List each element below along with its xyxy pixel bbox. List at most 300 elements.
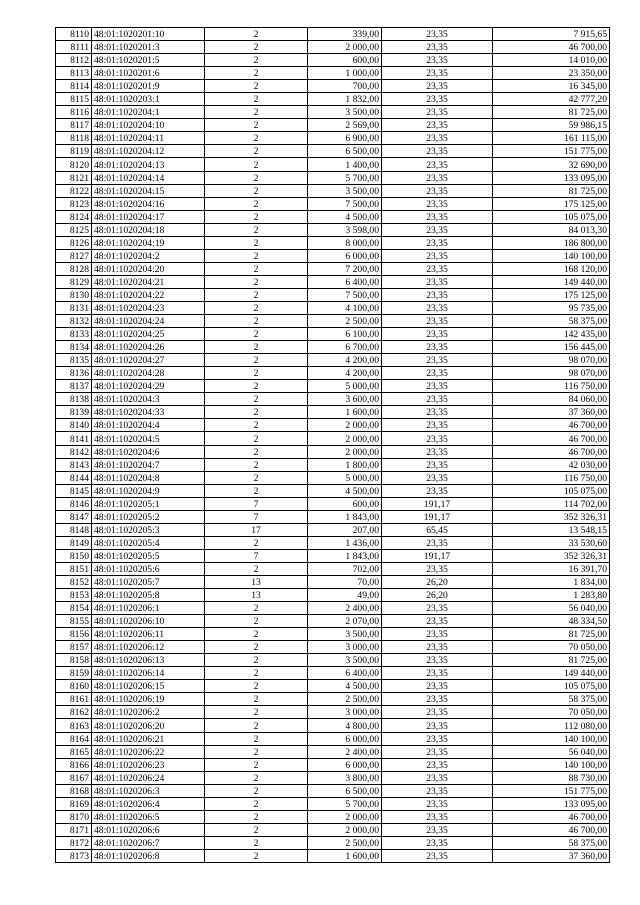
cadastral-number-cell: 48:01:1020205:4 xyxy=(92,536,205,549)
cadastral-value-cell: 161 115,00 xyxy=(493,132,610,145)
specific-value-cell: 23,35 xyxy=(382,758,493,771)
category-code-cell: 2 xyxy=(205,745,308,758)
row-number-cell: 8136 xyxy=(56,367,92,380)
table-row xyxy=(56,458,610,471)
specific-value-cell: 23,35 xyxy=(382,719,493,732)
cadastral-number-cell: 48:01:1020204:9 xyxy=(92,484,205,497)
area-cell: 3 500,00 xyxy=(308,106,382,119)
cadastral-value-cell: 46 700,00 xyxy=(493,810,610,823)
table-row xyxy=(56,745,610,758)
table-row xyxy=(56,249,610,262)
cadastral-value-cell: 81 725,00 xyxy=(493,628,610,641)
specific-value-cell: 23,35 xyxy=(382,145,493,158)
cadastral-value-cell: 175 125,00 xyxy=(493,288,610,301)
specific-value-cell: 23,35 xyxy=(382,236,493,249)
area-cell: 3 000,00 xyxy=(308,641,382,654)
cadastral-number-cell: 48:01:1020206:2 xyxy=(92,706,205,719)
table-row xyxy=(56,197,610,210)
cadastral-number-cell: 48:01:1020206:20 xyxy=(92,719,205,732)
area-cell: 2 000,00 xyxy=(308,823,382,836)
category-code-cell: 2 xyxy=(205,315,308,328)
cadastral-value-cell: 88 730,00 xyxy=(493,771,610,784)
cadastral-number-cell: 48:01:1020204:13 xyxy=(92,158,205,171)
cadastral-number-cell: 48:01:1020205:5 xyxy=(92,549,205,562)
category-code-cell: 2 xyxy=(205,354,308,367)
table-row xyxy=(56,628,610,641)
table-row xyxy=(56,80,610,93)
area-cell: 7 500,00 xyxy=(308,288,382,301)
row-number-cell: 8172 xyxy=(56,836,92,849)
specific-value-cell: 23,35 xyxy=(382,223,493,236)
area-cell: 2 000,00 xyxy=(308,810,382,823)
cadastral-number-cell: 48:01:1020206:3 xyxy=(92,784,205,797)
cadastral-number-cell: 48:01:1020204:18 xyxy=(92,223,205,236)
specific-value-cell: 23,35 xyxy=(382,797,493,810)
cadastral-value-cell: 133 095,00 xyxy=(493,171,610,184)
table-row xyxy=(56,497,610,510)
specific-value-cell: 23,35 xyxy=(382,654,493,667)
category-code-cell: 2 xyxy=(205,484,308,497)
cadastral-number-cell: 48:01:1020204:4 xyxy=(92,419,205,432)
table-row xyxy=(56,536,610,549)
table-row xyxy=(56,93,610,106)
row-number-cell: 8133 xyxy=(56,328,92,341)
category-code-cell: 7 xyxy=(205,497,308,510)
table-row xyxy=(56,641,610,654)
row-number-cell: 8111 xyxy=(56,41,92,54)
category-code-cell: 2 xyxy=(205,419,308,432)
table-row xyxy=(56,693,610,706)
cadastral-value-cell: 46 700,00 xyxy=(493,823,610,836)
category-code-cell: 2 xyxy=(205,641,308,654)
category-code-cell: 2 xyxy=(205,223,308,236)
specific-value-cell: 23,35 xyxy=(382,836,493,849)
category-code-cell: 17 xyxy=(205,523,308,536)
row-number-cell: 8138 xyxy=(56,393,92,406)
cadastral-number-cell: 48:01:1020204:5 xyxy=(92,432,205,445)
category-code-cell: 2 xyxy=(205,301,308,314)
category-code-cell: 2 xyxy=(205,80,308,93)
row-number-cell: 8127 xyxy=(56,249,92,262)
category-code-cell: 2 xyxy=(205,849,308,862)
table-row xyxy=(56,354,610,367)
cadastral-value-cell: 116 750,00 xyxy=(493,471,610,484)
table-row xyxy=(56,484,610,497)
cadastral-value-cell: 142 435,00 xyxy=(493,328,610,341)
table-row xyxy=(56,171,610,184)
row-number-cell: 8135 xyxy=(56,354,92,367)
row-number-cell: 8116 xyxy=(56,106,92,119)
specific-value-cell: 26,20 xyxy=(382,589,493,602)
table-body xyxy=(56,28,610,863)
table-row xyxy=(56,797,610,810)
row-number-cell: 8165 xyxy=(56,745,92,758)
cadastral-number-cell: 48:01:1020206:21 xyxy=(92,732,205,745)
category-code-cell: 2 xyxy=(205,380,308,393)
cadastral-value-cell: 98 070,00 xyxy=(493,367,610,380)
table-row xyxy=(56,223,610,236)
category-code-cell: 2 xyxy=(205,562,308,575)
area-cell: 2 000,00 xyxy=(308,432,382,445)
table-row xyxy=(56,328,610,341)
row-number-cell: 8112 xyxy=(56,54,92,67)
area-cell: 7 500,00 xyxy=(308,197,382,210)
table-row xyxy=(56,810,610,823)
category-code-cell: 2 xyxy=(205,654,308,667)
cadastral-number-cell: 48:01:1020206:1 xyxy=(92,602,205,615)
table-row xyxy=(56,836,610,849)
area-cell: 2 000,00 xyxy=(308,419,382,432)
table-row xyxy=(56,288,610,301)
row-number-cell: 8113 xyxy=(56,67,92,80)
row-number-cell: 8132 xyxy=(56,315,92,328)
table-row xyxy=(56,706,610,719)
row-number-cell: 8120 xyxy=(56,158,92,171)
table-row xyxy=(56,380,610,393)
category-code-cell: 2 xyxy=(205,667,308,680)
cadastral-number-cell: 48:01:1020204:17 xyxy=(92,210,205,223)
specific-value-cell: 23,35 xyxy=(382,158,493,171)
row-number-cell: 8142 xyxy=(56,445,92,458)
area-cell: 4 200,00 xyxy=(308,367,382,380)
cadastral-value-cell: 58 375,00 xyxy=(493,693,610,706)
category-code-cell: 2 xyxy=(205,106,308,119)
table-row xyxy=(56,28,610,41)
cadastral-value-cell: 81 725,00 xyxy=(493,106,610,119)
row-number-cell: 8119 xyxy=(56,145,92,158)
table-row xyxy=(56,54,610,67)
table-row xyxy=(56,341,610,354)
cadastral-number-cell: 48:01:1020204:15 xyxy=(92,184,205,197)
area-cell: 1 600,00 xyxy=(308,406,382,419)
category-code-cell: 2 xyxy=(205,197,308,210)
category-code-cell: 2 xyxy=(205,693,308,706)
table-row xyxy=(56,549,610,562)
specific-value-cell: 23,35 xyxy=(382,771,493,784)
table-row xyxy=(56,589,610,602)
category-code-cell: 2 xyxy=(205,93,308,106)
cadastral-number-cell: 48:01:1020204:33 xyxy=(92,406,205,419)
specific-value-cell: 23,35 xyxy=(382,80,493,93)
specific-value-cell: 23,35 xyxy=(382,458,493,471)
category-code-cell: 2 xyxy=(205,602,308,615)
row-number-cell: 8134 xyxy=(56,341,92,354)
cadastral-number-cell: 48:01:1020204:2 xyxy=(92,249,205,262)
cadastral-number-cell: 48:01:1020206:24 xyxy=(92,771,205,784)
document-page xyxy=(55,27,609,863)
table-row xyxy=(56,301,610,314)
table-row xyxy=(56,106,610,119)
specific-value-cell: 23,35 xyxy=(382,367,493,380)
cadastral-value-cell: 23 350,00 xyxy=(493,67,610,80)
cadastral-number-cell: 48:01:1020204:23 xyxy=(92,301,205,314)
table-row xyxy=(56,523,610,536)
area-cell: 3 600,00 xyxy=(308,393,382,406)
cadastral-value-cell: 58 375,00 xyxy=(493,836,610,849)
row-number-cell: 8131 xyxy=(56,301,92,314)
specific-value-cell: 23,35 xyxy=(382,262,493,275)
area-cell: 6 000,00 xyxy=(308,249,382,262)
cadastral-value-table xyxy=(55,27,610,863)
row-number-cell: 8130 xyxy=(56,288,92,301)
specific-value-cell: 23,35 xyxy=(382,288,493,301)
row-number-cell: 8143 xyxy=(56,458,92,471)
specific-value-cell: 23,35 xyxy=(382,484,493,497)
cadastral-number-cell: 48:01:1020203:1 xyxy=(92,93,205,106)
row-number-cell: 8110 xyxy=(56,28,92,41)
cadastral-number-cell: 48:01:1020206:23 xyxy=(92,758,205,771)
table-row xyxy=(56,275,610,288)
category-code-cell: 2 xyxy=(205,275,308,288)
cadastral-number-cell: 48:01:1020204:21 xyxy=(92,275,205,288)
area-cell: 4 800,00 xyxy=(308,719,382,732)
cadastral-value-cell: 1 834,00 xyxy=(493,575,610,588)
specific-value-cell: 23,35 xyxy=(382,693,493,706)
table-row xyxy=(56,823,610,836)
row-number-cell: 8154 xyxy=(56,602,92,615)
specific-value-cell: 23,35 xyxy=(382,328,493,341)
category-code-cell: 2 xyxy=(205,836,308,849)
row-number-cell: 8151 xyxy=(56,562,92,575)
cadastral-value-cell: 1 283,80 xyxy=(493,589,610,602)
row-number-cell: 8162 xyxy=(56,706,92,719)
category-code-cell: 2 xyxy=(205,615,308,628)
table-row xyxy=(56,262,610,275)
specific-value-cell: 23,35 xyxy=(382,784,493,797)
cadastral-value-cell: 16 391,70 xyxy=(493,562,610,575)
cadastral-number-cell: 48:01:1020204:22 xyxy=(92,288,205,301)
cadastral-number-cell: 48:01:1020201:10 xyxy=(92,28,205,41)
row-number-cell: 8170 xyxy=(56,810,92,823)
cadastral-number-cell: 48:01:1020205:6 xyxy=(92,562,205,575)
specific-value-cell: 191,17 xyxy=(382,510,493,523)
area-cell: 3 500,00 xyxy=(308,628,382,641)
area-cell: 2 000,00 xyxy=(308,445,382,458)
cadastral-number-cell: 48:01:1020204:25 xyxy=(92,328,205,341)
specific-value-cell: 23,35 xyxy=(382,810,493,823)
row-number-cell: 8153 xyxy=(56,589,92,602)
specific-value-cell: 23,35 xyxy=(382,41,493,54)
cadastral-value-cell: 84 060,00 xyxy=(493,393,610,406)
cadastral-number-cell: 48:01:1020206:19 xyxy=(92,693,205,706)
table-row xyxy=(56,445,610,458)
specific-value-cell: 23,35 xyxy=(382,419,493,432)
category-code-cell: 2 xyxy=(205,341,308,354)
table-row xyxy=(56,771,610,784)
area-cell: 3 800,00 xyxy=(308,771,382,784)
category-code-cell: 2 xyxy=(205,184,308,197)
cadastral-value-cell: 116 750,00 xyxy=(493,380,610,393)
table-row xyxy=(56,654,610,667)
row-number-cell: 8147 xyxy=(56,510,92,523)
area-cell: 2 500,00 xyxy=(308,315,382,328)
cadastral-number-cell: 48:01:1020206:10 xyxy=(92,615,205,628)
cadastral-value-cell: 186 800,00 xyxy=(493,236,610,249)
specific-value-cell: 23,35 xyxy=(382,745,493,758)
area-cell: 5 700,00 xyxy=(308,171,382,184)
row-number-cell: 8145 xyxy=(56,484,92,497)
area-cell: 2 500,00 xyxy=(308,693,382,706)
cadastral-number-cell: 48:01:1020204:29 xyxy=(92,380,205,393)
category-code-cell: 2 xyxy=(205,367,308,380)
cadastral-number-cell: 48:01:1020205:2 xyxy=(92,510,205,523)
table-row xyxy=(56,602,610,615)
row-number-cell: 8157 xyxy=(56,641,92,654)
row-number-cell: 8164 xyxy=(56,732,92,745)
area-cell: 3 598,00 xyxy=(308,223,382,236)
row-number-cell: 8173 xyxy=(56,849,92,862)
area-cell: 4 200,00 xyxy=(308,354,382,367)
area-cell: 5 000,00 xyxy=(308,380,382,393)
cadastral-value-cell: 14 010,00 xyxy=(493,54,610,67)
category-code-cell: 2 xyxy=(205,288,308,301)
cadastral-value-cell: 33 530,60 xyxy=(493,536,610,549)
cadastral-value-cell: 46 700,00 xyxy=(493,419,610,432)
cadastral-number-cell: 48:01:1020204:27 xyxy=(92,354,205,367)
area-cell: 5 700,00 xyxy=(308,797,382,810)
cadastral-value-cell: 32 690,00 xyxy=(493,158,610,171)
cadastral-value-cell: 151 775,00 xyxy=(493,145,610,158)
category-code-cell: 2 xyxy=(205,262,308,275)
area-cell: 1 843,00 xyxy=(308,510,382,523)
specific-value-cell: 23,35 xyxy=(382,93,493,106)
cadastral-value-cell: 42 030,00 xyxy=(493,458,610,471)
area-cell: 4 500,00 xyxy=(308,210,382,223)
table-row xyxy=(56,849,610,862)
cadastral-value-cell: 114 702,00 xyxy=(493,497,610,510)
specific-value-cell: 23,35 xyxy=(382,132,493,145)
specific-value-cell: 23,35 xyxy=(382,562,493,575)
area-cell: 49,00 xyxy=(308,589,382,602)
row-number-cell: 8150 xyxy=(56,549,92,562)
table-row xyxy=(56,758,610,771)
row-number-cell: 8126 xyxy=(56,236,92,249)
cadastral-value-cell: 105 075,00 xyxy=(493,484,610,497)
area-cell: 1 800,00 xyxy=(308,458,382,471)
cadastral-value-cell: 95 735,00 xyxy=(493,301,610,314)
area-cell: 700,00 xyxy=(308,80,382,93)
cadastral-number-cell: 48:01:1020206:6 xyxy=(92,823,205,836)
table-row xyxy=(56,119,610,132)
row-number-cell: 8160 xyxy=(56,680,92,693)
area-cell: 339,00 xyxy=(308,28,382,41)
category-code-cell: 2 xyxy=(205,67,308,80)
cadastral-number-cell: 48:01:1020206:14 xyxy=(92,667,205,680)
cadastral-number-cell: 48:01:1020201:9 xyxy=(92,80,205,93)
category-code-cell: 2 xyxy=(205,328,308,341)
specific-value-cell: 65,45 xyxy=(382,523,493,536)
row-number-cell: 8123 xyxy=(56,197,92,210)
category-code-cell: 2 xyxy=(205,210,308,223)
category-code-cell: 2 xyxy=(205,810,308,823)
table-row xyxy=(56,510,610,523)
specific-value-cell: 23,35 xyxy=(382,849,493,862)
cadastral-value-cell: 151 775,00 xyxy=(493,784,610,797)
cadastral-number-cell: 48:01:1020204:20 xyxy=(92,262,205,275)
area-cell: 1 000,00 xyxy=(308,67,382,80)
area-cell: 3 000,00 xyxy=(308,706,382,719)
row-number-cell: 8169 xyxy=(56,797,92,810)
row-number-cell: 8159 xyxy=(56,667,92,680)
category-code-cell: 2 xyxy=(205,536,308,549)
cadastral-number-cell: 48:01:1020201:6 xyxy=(92,67,205,80)
category-code-cell: 2 xyxy=(205,41,308,54)
cadastral-value-cell: 56 040,00 xyxy=(493,745,610,758)
row-number-cell: 8129 xyxy=(56,275,92,288)
specific-value-cell: 23,35 xyxy=(382,432,493,445)
category-code-cell: 13 xyxy=(205,589,308,602)
area-cell: 6 700,00 xyxy=(308,341,382,354)
cadastral-number-cell: 48:01:1020204:11 xyxy=(92,132,205,145)
category-code-cell: 2 xyxy=(205,823,308,836)
area-cell: 1 436,00 xyxy=(308,536,382,549)
row-number-cell: 8117 xyxy=(56,119,92,132)
area-cell: 3 500,00 xyxy=(308,654,382,667)
area-cell: 2 400,00 xyxy=(308,745,382,758)
area-cell: 6 500,00 xyxy=(308,784,382,797)
specific-value-cell: 23,35 xyxy=(382,393,493,406)
cadastral-value-cell: 46 700,00 xyxy=(493,445,610,458)
cadastral-value-cell: 56 040,00 xyxy=(493,602,610,615)
cadastral-number-cell: 48:01:1020204:1 xyxy=(92,106,205,119)
specific-value-cell: 23,35 xyxy=(382,315,493,328)
cadastral-value-cell: 46 700,00 xyxy=(493,41,610,54)
category-code-cell: 2 xyxy=(205,249,308,262)
specific-value-cell: 23,35 xyxy=(382,341,493,354)
row-number-cell: 8146 xyxy=(56,497,92,510)
cadastral-number-cell: 48:01:1020204:14 xyxy=(92,171,205,184)
cadastral-value-cell: 133 095,00 xyxy=(493,797,610,810)
category-code-cell: 2 xyxy=(205,145,308,158)
area-cell: 70,00 xyxy=(308,575,382,588)
cadastral-value-cell: 140 100,00 xyxy=(493,732,610,745)
cadastral-number-cell: 48:01:1020204:26 xyxy=(92,341,205,354)
row-number-cell: 8137 xyxy=(56,380,92,393)
cadastral-value-cell: 168 120,00 xyxy=(493,262,610,275)
row-number-cell: 8166 xyxy=(56,758,92,771)
specific-value-cell: 23,35 xyxy=(382,732,493,745)
cadastral-number-cell: 48:01:1020206:5 xyxy=(92,810,205,823)
row-number-cell: 8140 xyxy=(56,419,92,432)
table-row xyxy=(56,562,610,575)
table-row xyxy=(56,393,610,406)
category-code-cell: 2 xyxy=(205,54,308,67)
table-row xyxy=(56,210,610,223)
row-number-cell: 8149 xyxy=(56,536,92,549)
area-cell: 5 000,00 xyxy=(308,471,382,484)
area-cell: 7 200,00 xyxy=(308,262,382,275)
area-cell: 600,00 xyxy=(308,54,382,67)
specific-value-cell: 23,35 xyxy=(382,706,493,719)
row-number-cell: 8148 xyxy=(56,523,92,536)
cadastral-value-cell: 140 100,00 xyxy=(493,758,610,771)
cadastral-number-cell: 48:01:1020204:16 xyxy=(92,197,205,210)
row-number-cell: 8125 xyxy=(56,223,92,236)
cadastral-number-cell: 48:01:1020206:22 xyxy=(92,745,205,758)
specific-value-cell: 23,35 xyxy=(382,28,493,41)
cadastral-value-cell: 352 326,31 xyxy=(493,510,610,523)
cadastral-number-cell: 48:01:1020204:8 xyxy=(92,471,205,484)
row-number-cell: 8152 xyxy=(56,575,92,588)
area-cell: 1 600,00 xyxy=(308,849,382,862)
area-cell: 8 000,00 xyxy=(308,236,382,249)
cadastral-number-cell: 48:01:1020204:24 xyxy=(92,315,205,328)
cadastral-number-cell: 48:01:1020206:13 xyxy=(92,654,205,667)
category-code-cell: 2 xyxy=(205,445,308,458)
table-row xyxy=(56,680,610,693)
cadastral-value-cell: 70 050,00 xyxy=(493,706,610,719)
specific-value-cell: 23,35 xyxy=(382,680,493,693)
